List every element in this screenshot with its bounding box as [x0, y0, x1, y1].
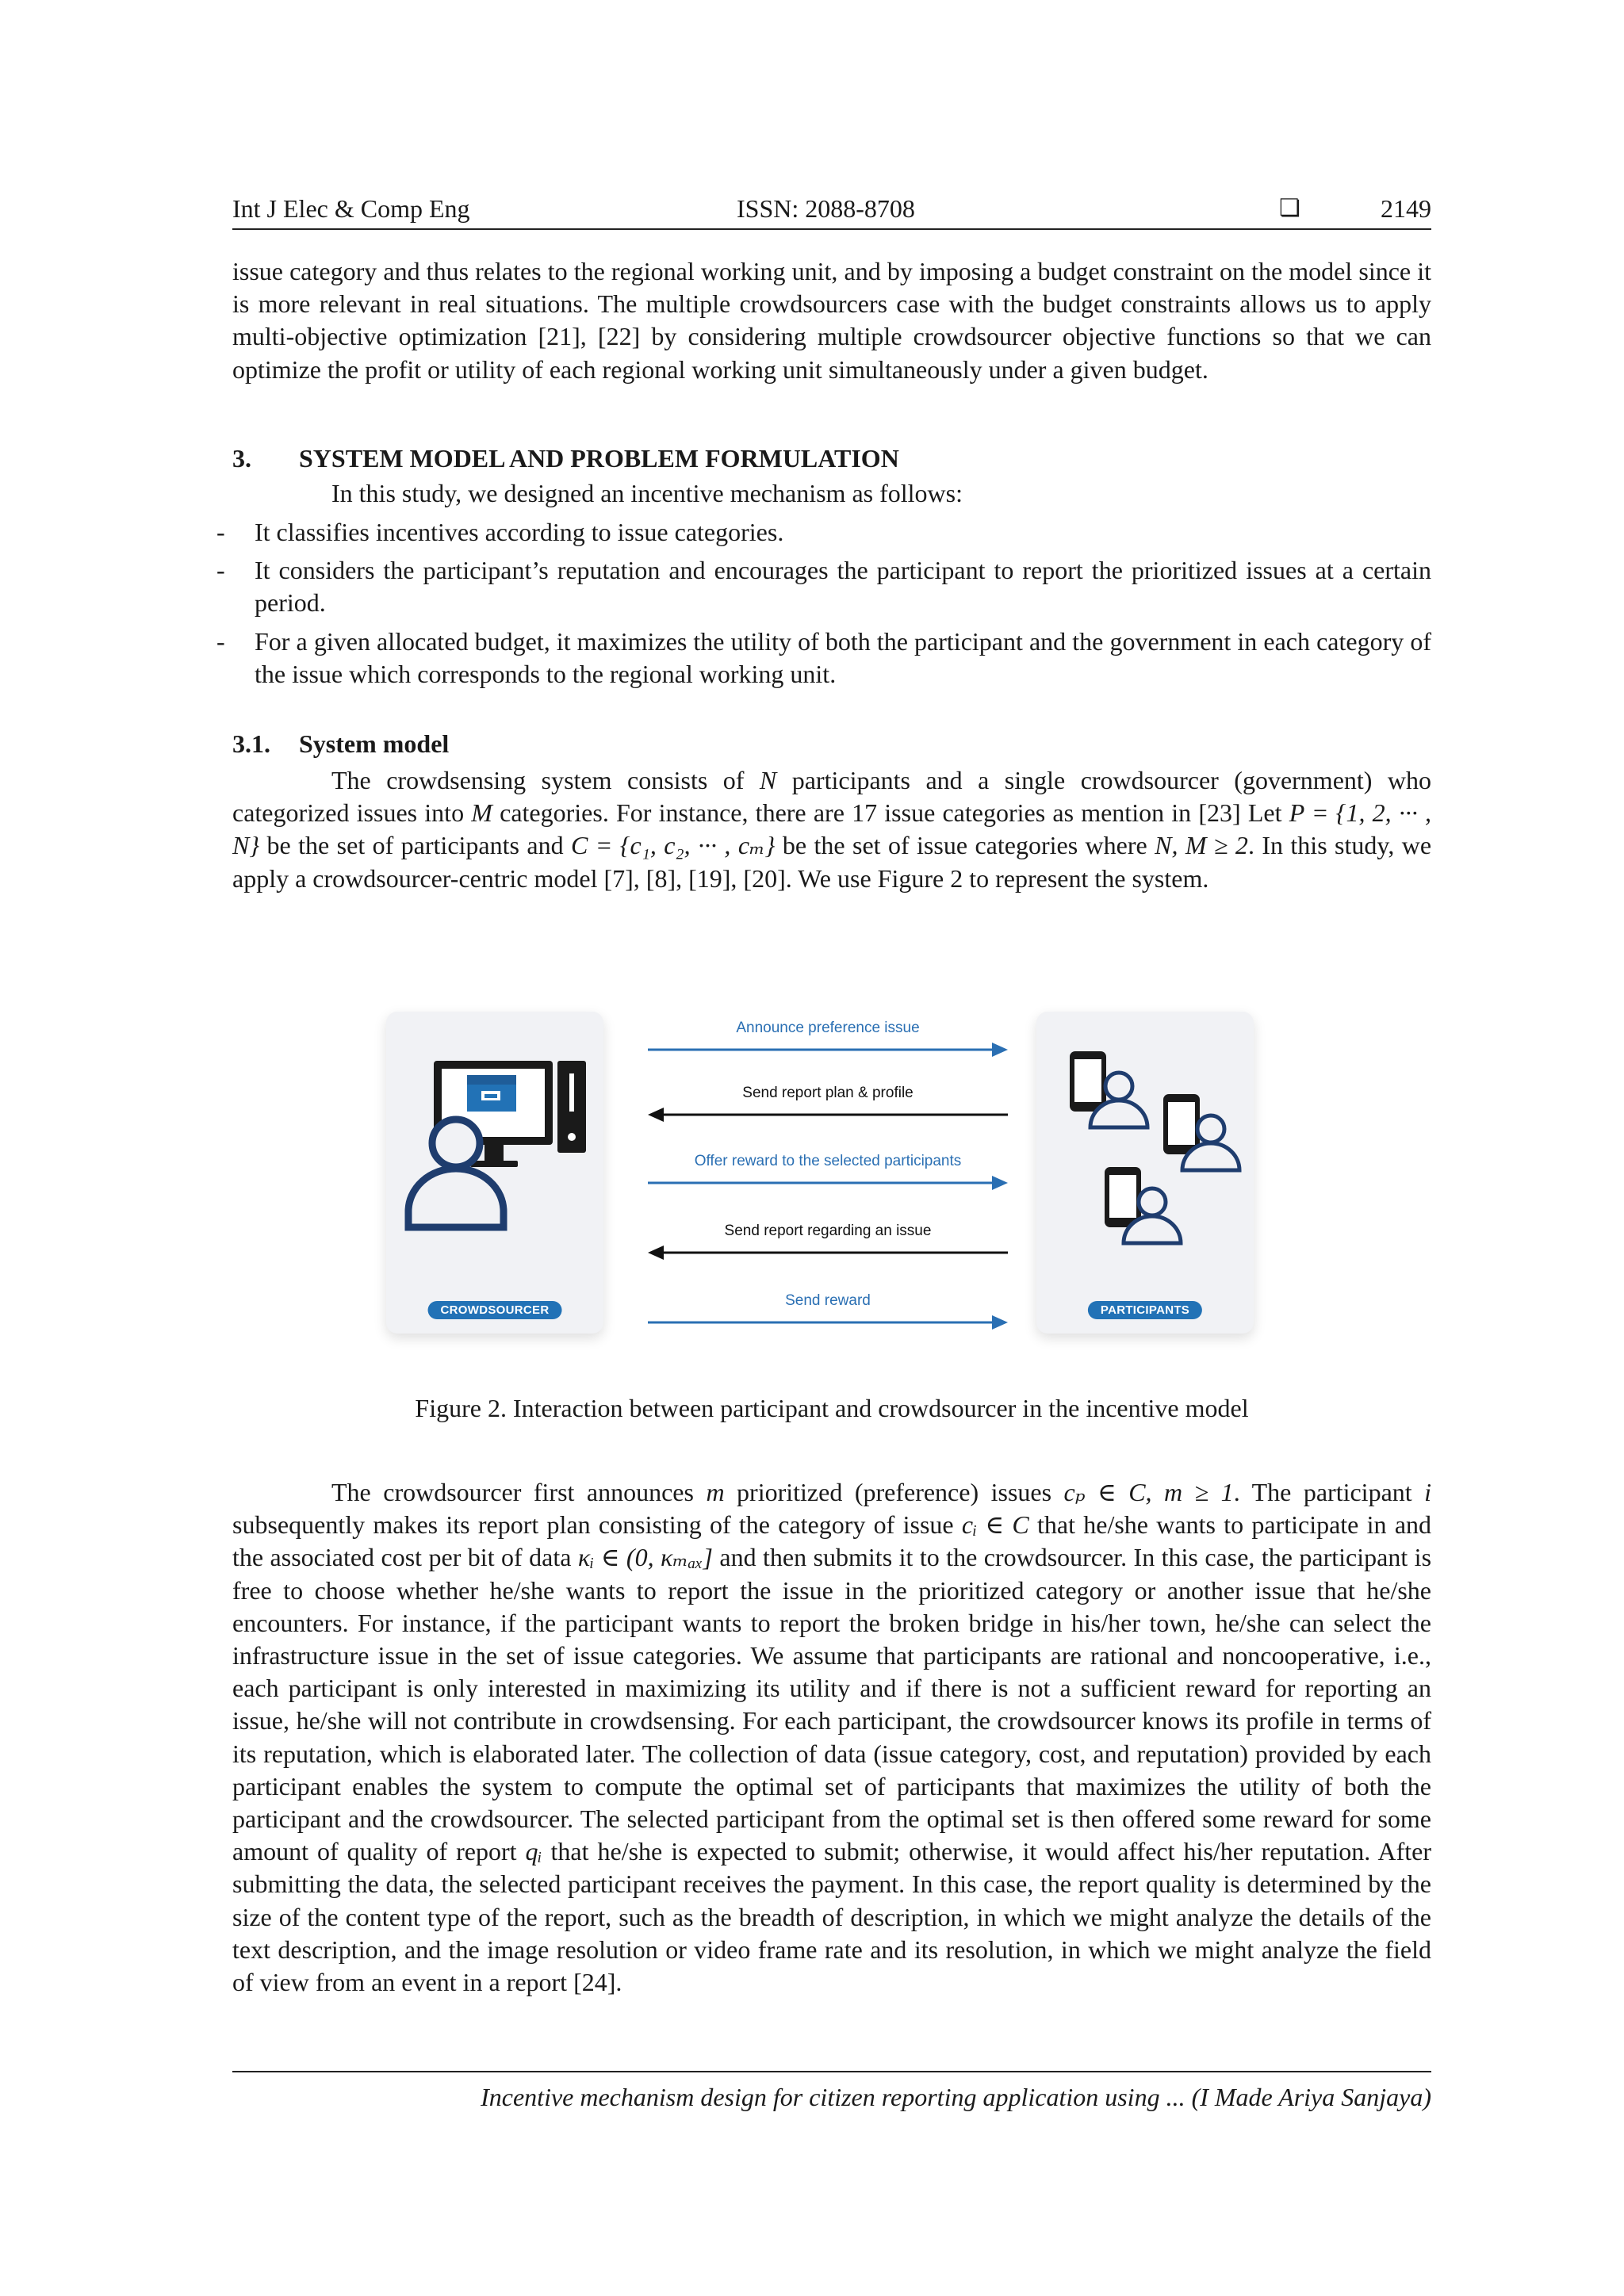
arrow-send-report-plan: [648, 1085, 1008, 1132]
arrow-label: Send report plan & profile: [742, 1085, 914, 1101]
crowdsourcer-badge: CROWDSOURCER: [428, 1301, 562, 1319]
smartphone-icon: [1163, 1094, 1200, 1154]
text-run: . In this study, we apply a crowdsourcer-centric model [7], [8], [19], [20]. We use Figure 2 to represent the system.: [232, 831, 1432, 893]
list-item: - It considers the participant’s reputation and encourages the participant to report the prioritized issues at a certain period.: [216, 554, 1431, 619]
arrow-label: Send report regarding an issue: [724, 1223, 932, 1239]
text-run: be the set of issue categories where: [775, 831, 1155, 860]
right-arrow-icon: [648, 1313, 1008, 1332]
math-cp: cₚ ∈ C, m ≥ 1: [1063, 1478, 1234, 1506]
participants-card: [1036, 1012, 1254, 1334]
smartphone-icon: [1105, 1167, 1141, 1227]
participant-1: [1070, 1051, 1147, 1127]
left-arrow-icon: [648, 1105, 1008, 1124]
running-header: [232, 189, 1431, 230]
section-3-1-title: System model: [299, 729, 450, 758]
text-run: prioritized (preference) issues: [724, 1478, 1064, 1506]
section-3-number: 3.: [232, 444, 251, 473]
crowdsourcer-illustration: [386, 1012, 603, 1281]
section-3-title: SYSTEM MODEL AND PROBLEM FORMULATION: [299, 444, 899, 473]
figure-2-diagram: [153, 1005, 1263, 1354]
participant-3: [1105, 1167, 1181, 1243]
section-3-1-number: 3.1.: [232, 729, 270, 758]
text-run: The crowdsourcer first announces: [331, 1478, 707, 1506]
body-paragraph: [232, 1476, 1431, 1999]
running-footer: Incentive mechanism design for citizen reporting application using ... (I Made Ariya Sanjaya): [232, 2071, 1431, 2114]
right-arrow-icon: [648, 1173, 1008, 1192]
participant-2: [1163, 1094, 1239, 1170]
text-run: . The participant: [1233, 1478, 1425, 1506]
box-mark-icon: ❏: [1279, 194, 1300, 222]
math-participant-set: P = {1, 2, ··· , N}: [232, 798, 1432, 860]
text-run: subsequently makes its report plan consisting of the category of issue: [232, 1510, 962, 1540]
left-arrow-icon: [648, 1243, 1008, 1262]
intro-paragraph-text: issue category and thus relates to the regional working unit, and by imposing a budget constraint on the model since it is more relevant in real situations. The multiple crowdsourcers case with the budget constraints allows us to apply multi-objective optimization [21], [22] by considering multiple crowdsourcer objective functions so that we can optimize the profit or utility of each regional working unit simultaneously under a given budget.: [232, 257, 1431, 384]
arrow-announce-preference: [648, 1020, 1008, 1067]
system-model-paragraph: [232, 764, 1431, 895]
text-run: categories. For instance, there are 17 issue categories as mention in [23] Let: [492, 798, 1289, 828]
section-3-lead: [232, 477, 1431, 510]
figure-caption: Figure 2. Interaction between participant and crowdsourcer in the incentive model: [415, 1394, 1249, 1422]
text-run: and then submits it to the crowdsourcer. In this case, the participant is free to choose whether he/she wants to report the issue in the prioritized category or another issue that he/she encounters. For instance, if the participant wants to report the broken bridge in his/her town, he/she can select the infrastructure issue in the set of issue categories. We assume that participants are rational and noncooperative, i.e., each participant is only interested in maximizing its utility and if there is not a sufficient reward for reporting an issue, he/she will not contribute in crowdsensing. For each participant, the crowdsourcer knows its profile in terms of its reputation, which is elaborated later. The collection of data (issue category, cost, and reputation) provided by each participant enables the system to compute the optimal set of participants that maximizes the utility of both the participant and the crowdsourcer. The selected participant from the optimal set is then offered some reward for some amount of quality of report: [232, 1543, 1432, 1866]
crowdsourcer-card: [386, 1012, 603, 1334]
intro-paragraph: [232, 255, 1431, 386]
smartphone-icon: [1070, 1051, 1106, 1112]
math-N-M-constraint: N, M ≥ 2: [1155, 831, 1248, 860]
arrow-label: Announce preference issue: [736, 1020, 920, 1036]
section-3-1-heading: [232, 728, 449, 760]
math-category-set: C = {c₁, c₂, ··· , cₘ}: [571, 831, 776, 860]
text-run: that he/she wants to participate in and the associated cost per bit of data: [232, 1510, 1432, 1572]
math-ci: cᵢ ∈ C: [961, 1510, 1029, 1540]
math-m: m: [706, 1478, 725, 1506]
right-arrow-icon: [648, 1040, 1008, 1059]
text-run: that he/she is expected to submit; otherwise, it would affect his/her reputation. After submitting the data, the selected participant receives the payment. In this case, the report quality is determined by the size of the content type of the report, such as the breadth of description, in which we might analyze the details of the text description, and the image resolution or video frame rate and its resolution, in which we might analyze the field of view from an event in a report [24].: [232, 1837, 1432, 1997]
section-3-lead-text: In this study, we designed an incentive mechanism as follows:: [331, 479, 963, 507]
list-item: - It classifies incentives according to issue categories.: [216, 516, 1431, 549]
math-M: M: [471, 798, 492, 828]
text-run: participants and a single crowdsourcer (government) who categorized issues into: [232, 766, 1432, 828]
list-item: - For a given allocated budget, it maximizes the utility of both the participant and the government in each category of the issue which corresponds to the regional working unit.: [216, 626, 1431, 691]
text-run: The crowdsensing system consists of: [331, 766, 760, 794]
participants-illustration: [1036, 1012, 1254, 1281]
participants-badge: PARTICIPANTS: [1088, 1301, 1202, 1319]
math-N: N: [759, 766, 777, 794]
journal-name: Int J Elec & Comp Eng: [232, 194, 470, 223]
arrow-send-reward: [648, 1292, 1008, 1340]
arrow-offer-reward: [648, 1153, 1008, 1200]
arrow-label: Offer reward to the selected participants: [694, 1153, 962, 1169]
server-tower-icon: [557, 1061, 586, 1153]
arrow-send-report-issue: [648, 1223, 1008, 1270]
math-qi: qᵢ: [525, 1837, 542, 1866]
math-kappa: κᵢ ∈ (0, κₘₐₓ]: [577, 1543, 713, 1572]
incentive-bullet-list: [216, 516, 1431, 696]
page-number: 2149: [1381, 194, 1431, 223]
text-run: be the set of participants and: [259, 831, 571, 860]
issn-number: ISSN: 2088-8708: [737, 194, 915, 223]
math-i: i: [1424, 1478, 1432, 1506]
section-3-heading: [232, 442, 899, 475]
arrow-label: Send reward: [785, 1292, 871, 1309]
